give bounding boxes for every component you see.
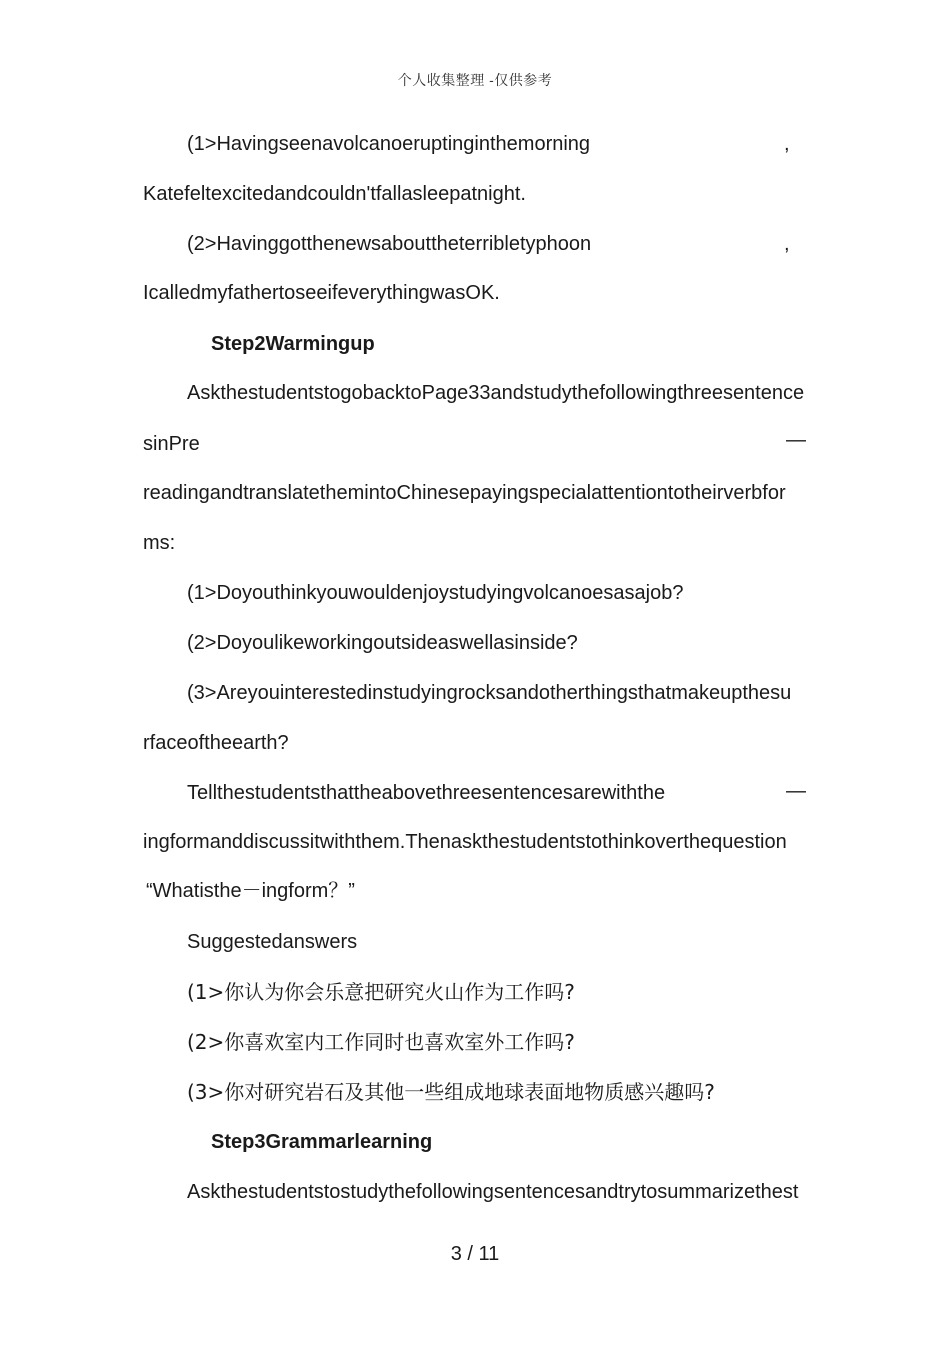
paragraph-line: (3>Areyouinterestedinstudyingrocksandotherthingsthatmakeupthesu — [187, 682, 792, 704]
paragraph-line: (1>Doyouthinkyouwouldenjoystudyingvolcanoesasajob? — [187, 582, 684, 604]
comma-mark: , — [784, 133, 790, 155]
paragraph-line: ingformanddiscussitwiththem.Thenaskthestudentstothinkoverthequestion — [143, 831, 787, 853]
paragraph-line: rfaceoftheearth? — [143, 732, 289, 754]
section-heading-step2: Step2Warmingup — [211, 333, 375, 355]
paragraph-line: “Whatisthe－ingform？” — [146, 880, 355, 902]
page-number: 3 / 11 — [450, 1243, 500, 1265]
comma-mark: , — [784, 233, 790, 255]
page-header: 个人收集整理 -仅供参考 — [397, 72, 553, 88]
paragraph-line: (1>Havingseenavolcanoeruptinginthemorning — [187, 133, 591, 155]
paragraph-line: AskthestudentstogobacktoPage33andstudythefollowingthreesentence — [187, 382, 805, 404]
paragraph-line: ms: — [143, 532, 176, 554]
paragraph-line: Suggestedanswers — [187, 931, 358, 953]
dash-mark: — — [786, 429, 806, 451]
paragraph-line: Katefeltexcitedandcouldn'tfallasleepatnight. — [143, 183, 526, 205]
paragraph-line: IcalledmyfathertoseeifeverythingwasOK. — [143, 282, 500, 304]
paragraph-line: Askthestudentstostudythefollowingsentencesandtrytosummarizethest — [187, 1181, 799, 1203]
dash-mark: — — [786, 780, 806, 802]
paragraph-line: (3>你对研究岩石及其他一些组成地球表面地物质感兴趣吗? — [187, 1080, 715, 1104]
section-heading-step3: Step3Grammarlearning — [211, 1131, 433, 1153]
paragraph-line: sinPre — [143, 433, 200, 455]
paragraph-line: (2>Havinggotthenewsabouttheterribletyphoon — [187, 233, 592, 255]
paragraph-line: (1>你认为你会乐意把研究火山作为工作吗? — [187, 980, 575, 1004]
paragraph-line: readingandtranslatethemintoChinesepayingspecialattentiontotheirverbfor — [143, 482, 786, 504]
paragraph-line: Tellthestudentsthattheabovethreesentencesarewiththe — [187, 782, 666, 804]
paragraph-line: (2>Doyoulikeworkingoutsideaswellasinside? — [187, 632, 578, 654]
paragraph-line: (2>你喜欢室内工作同时也喜欢室外工作吗? — [187, 1030, 575, 1054]
